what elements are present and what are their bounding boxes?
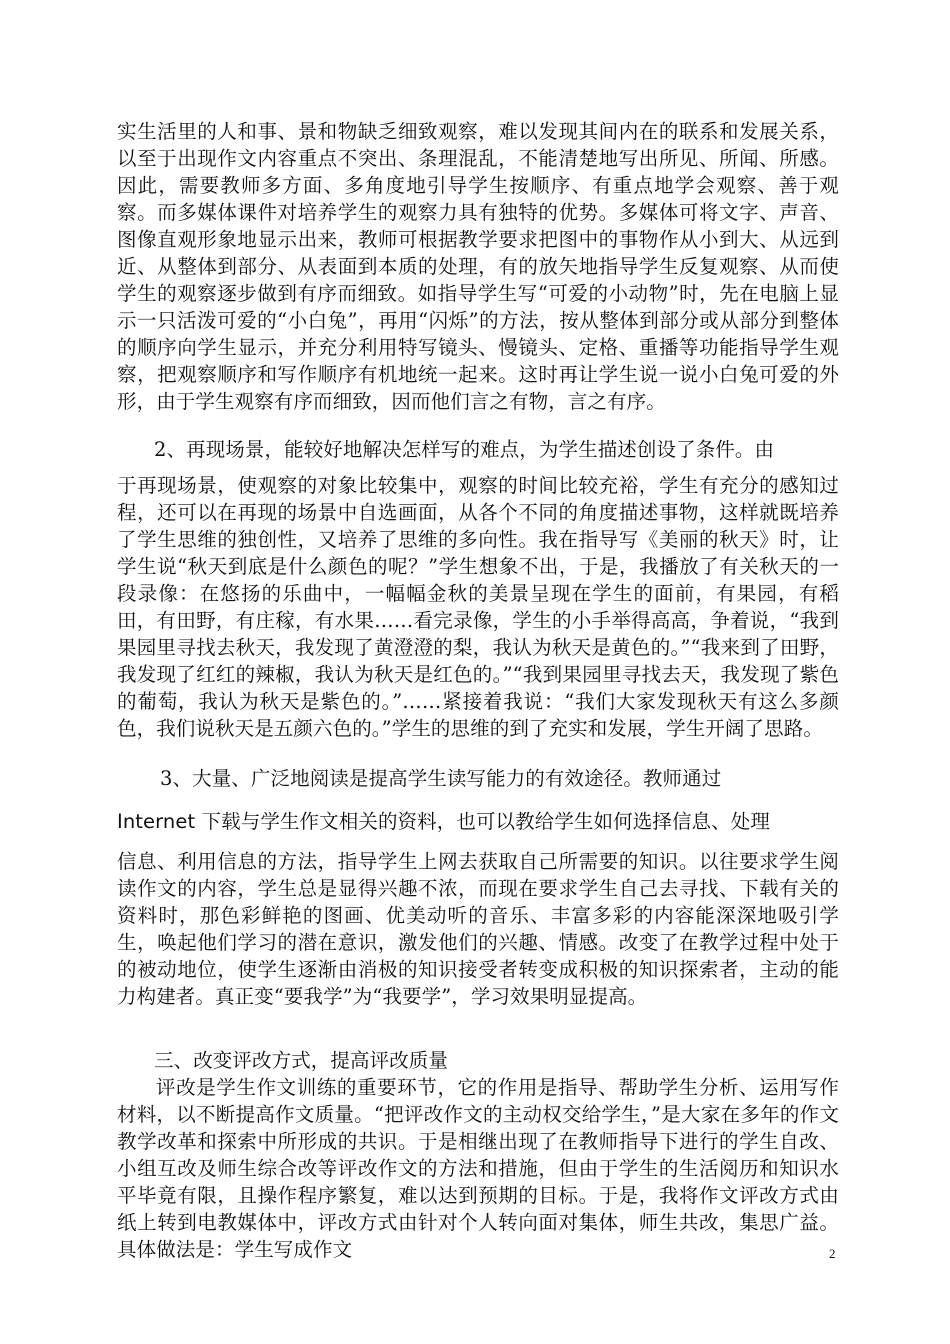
page-number: 2 — [829, 1246, 836, 1261]
paragraph-scene-recreation: 于再现场景，使观察的对象比较集中，观察的时间比较充裕，学生有充分的感知过程，还可以在再现的场景中自选画面，从各个不同的角度描述事物，这样就既培养了学生思维的独创性，又培养了思维的多向性。我在指导写《美丽的秋天》时，让学生说“秋天到底是什么颜色的呢？”学生想象不出，于是，我播放了有关秋天的一段录像：在悠扬的乐曲中，一幅幅金秋的美景呈现在学生的面前，有果园，有稻田，有田野，有庄稼，有水果……看完录像，学生的小手举得高高，争着说，“我到果园里寻找去秋天，我发现了黄澄澄的梨，我认为秋天是黄色的。”“我来到了田野，我发现了红红的辣椒，我认为秋天是红色的。”“我到果园里寻找去天，我发现了紫色的葡萄，我认为秋天是紫色的。”……紧接着我说：“我们大家发现秋天有这么多颜色，我们说秋天是五颜六色的。”学生的思维的到了充实和发展，学生开阔了思路。 — [117, 474, 839, 740]
section-3-heading: 三、改变评改方式，提高评改质量 — [154, 1049, 449, 1072]
paragraph-reading: 信息、利用信息的方法，指导学生上网去获取自己所需要的知识。以往要求学生阅读作文的内容，学生总是显得兴趣不浓，而现在要求学生自己去寻找、下载有关的资料时，那色彩鲜艳的图画、优美动听的音乐、丰富多彩的内容能深深地吸引学生，唤起他们学习的潜在意识，激发他们的兴趣、情感。改变了在教学过程中处于的被动地位，使学生逐渐由消极的知识接受者转变成积极的知识探索者，主动的能力构建者。真正变“要我学”为“我要学”，学习效果明显提高。 — [117, 850, 839, 1008]
point-3-second-line-text: 下载与学生作文相关的资料，也可以教给学生如何选择信息、处理 — [201, 810, 770, 833]
internet-term: Internet — [117, 810, 196, 833]
point-3-second-line — [117, 808, 839, 835]
point-2-heading: 2、再现场景，能较好地解决怎样写的难点，为学生描述创设了条件。由 — [154, 438, 775, 461]
paragraph-grading: 评改是学生作文训练的重要环节，它的作用是指导、帮助学生分析、运用写作材料，以不断提高作文质量。“把评改作文的主动权交给学生，”是大家在多年的作文教学改革和探索中所形成的共识。于是相继出现了在教师指导下进行的学生自改、小组互改及师生综合改等评改作文的方法和措施，但由于学生的生活阅历和知识水平毕竟有限，且操作程序繁复，难以达到预期的目标。于是，我将作文评改方式由纸上转到电教媒体中，评改方式由针对个人转向面对集体，师生共改，集思广益。具体做法是：学生写成作文 — [117, 1076, 839, 1261]
point-3-heading: 3、大量、广泛地阅读是提高学生读写能力的有效途径。教师通过 — [160, 767, 722, 790]
paragraph-observation: 实生活里的人和事、景和物缺乏细致观察，难以发现其间内在的联系和发展关系，以至于出现作文内容重点不突出、条理混乱，不能清楚地写出所见、所闻、所感。因此，需要教师多方面、多角度地引导学生按顺序、有重点地学会观察、善于观察。而多媒体课件对培养学生的观察力具有独特的优势。多媒体可将文字、声音、图像直观形象地显示出来，教师可根据教学要求把图中的事物作从小到大、从远到近、从整体到部分、从表面到本质的处理，有的放矢地指导学生反复观察、从而使学生的观察逐步做到有序而细致。如指导学生写“可爱的小动物”时，先在电脑上显示一只活泼可爱的“小白兔”，再用“闪烁”的方法，按从整体到部分或从部分到整体的顺序向学生显示，并充分利用特写镜头、慢镜头、定格、重播等功能指导学生观察，把观察顺序和写作顺序有机地统一起来。这时再让学生说一说小白兔可爱的外形，由于学生观察有序而细致，因而他们言之有物，言之有序。 — [117, 120, 839, 413]
